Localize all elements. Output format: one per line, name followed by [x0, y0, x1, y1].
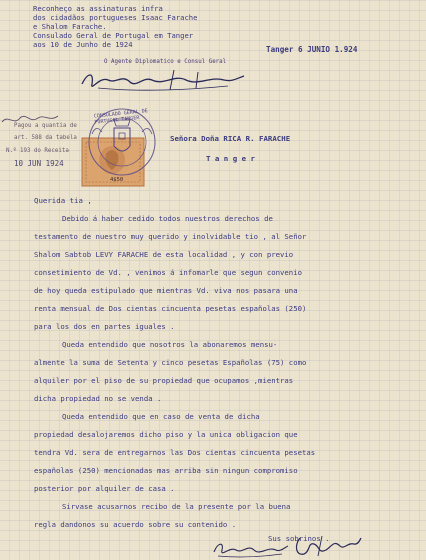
body-line: Shalom Sabtob LEVY FARACHE de esta localidad , y con previo	[34, 250, 294, 259]
consulate-note-line: aos 10 de Junho de 1924	[33, 40, 133, 49]
signature-shalom	[210, 538, 290, 560]
body-line: posterior por alquiler de casa .	[34, 484, 175, 493]
body-line: Queda entendido que nosotros la abonaremos mensu-	[62, 340, 278, 349]
consul-signature	[78, 66, 248, 96]
consulate-note	[33, 4, 197, 49]
body-line: españolas (250) mencionadas mas arriba sin ningun compromiso	[34, 466, 298, 475]
body-line: consetimiento de Vd. , venimos á infomarle que segun convenio	[34, 268, 302, 277]
consulate-seal	[72, 104, 164, 190]
body-line: alquiler por el piso de su propiedad que ocupamos ,mientras	[34, 376, 294, 385]
body-line: testamento de nuestro muy querido y inolvidable tio , al Señor	[34, 232, 307, 241]
consulate-note-line: e Shalom Farache.	[33, 22, 107, 31]
body-line: de hoy queda estipulado que mientras Vd. viva nos pasara una	[34, 286, 298, 295]
fee-stamp-line3: N.º 193 do Receita	[6, 148, 69, 154]
addressee-city: T a n g e r	[206, 154, 255, 163]
body-line: para los dos en partes iguales .	[34, 322, 175, 331]
closing: Sus sobrinos .	[268, 534, 330, 543]
body-line: Debido á haber cedido todos nuestros derechos de	[62, 214, 273, 223]
salutation: Querida tia ,	[34, 196, 92, 205]
consulate-note-line: dos cidadãos portugueses Isaac Farache	[33, 13, 198, 22]
fee-stamp-line2: art. 588 da tabela	[14, 135, 77, 141]
signature-isaac	[292, 532, 362, 560]
body-line: Sirvase acusarnos recibo de la presente por la buena	[62, 502, 291, 511]
body-line: propiedad desalojaremos dicho piso y la unica obligacion que	[34, 430, 298, 439]
date-line: Tanger 6 JUNIO 1.924	[266, 45, 358, 54]
body-line: almente la suma de Setenta y cinco pesetas Españolas (75) como	[34, 358, 307, 367]
fee-stamp-date: 10 JUN 1924	[14, 159, 64, 168]
seal-text: CONSULADO GERAL DE PORTUGAL TANGER	[93, 108, 149, 126]
body-line: Queda entendido que en caso de venta de dicha	[62, 412, 260, 421]
addressee-name: Señora Doña RICA R. FARACHE	[170, 134, 291, 143]
consulate-note-line: Reconheço as assinaturas infra	[33, 4, 163, 13]
revenue-stamp-value: 4$50	[110, 177, 124, 183]
body-line: tendra Vd. sera de entregarnos las Dos cientas cincuenta pesetas	[34, 448, 316, 457]
consul-title: O Agente Diplomatico e Consul Geral	[104, 59, 227, 65]
body-line: renta mensual de Dos cientas cincuenta pesetas españolas (250)	[34, 304, 307, 313]
body-line: regla dandonos su acuerdo sobre su contenido .	[34, 520, 237, 529]
fee-stamp-line1: Pagou a quantia de	[14, 123, 77, 129]
body-line: dicha propiedad no se venda .	[34, 394, 162, 403]
consulate-note-line: Consulado Geral de Portugal em Tanger	[33, 31, 194, 40]
